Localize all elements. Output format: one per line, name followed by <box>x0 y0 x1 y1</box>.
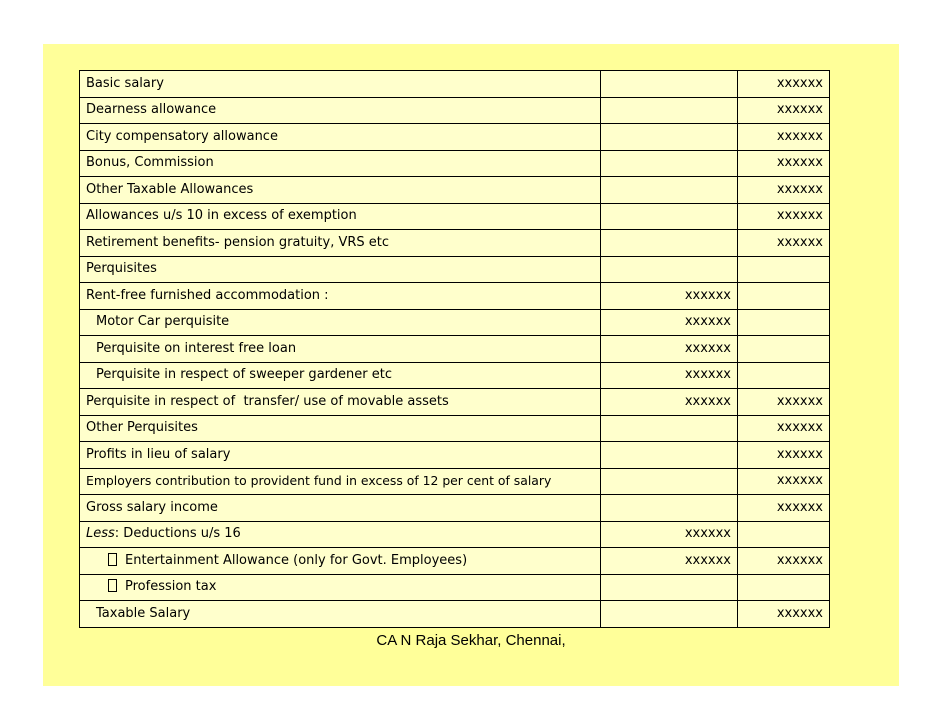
row-label: Gross salary income <box>80 495 601 522</box>
row-right-amount: xxxxxx <box>738 548 830 575</box>
row-right-amount: xxxxxx <box>738 177 830 204</box>
table-row <box>80 97 830 124</box>
row-label: Profits in lieu of salary <box>80 442 601 469</box>
row-label: Employers contribution to provident fund in excess of 12 per cent of salary <box>80 468 601 495</box>
row-right-amount <box>738 362 830 389</box>
row-right-amount: xxxxxx <box>738 442 830 469</box>
row-label: Perquisites <box>80 256 601 283</box>
row-right-amount: xxxxxx <box>738 495 830 522</box>
row-label-text: Motor Car perquisite <box>96 314 230 330</box>
table-row <box>80 574 830 601</box>
row-right-amount: xxxxxx <box>738 601 830 628</box>
row-right-amount: xxxxxx <box>738 124 830 151</box>
row-mid-amount: xxxxxx <box>601 283 738 310</box>
row-label <box>80 601 601 628</box>
table-row <box>80 71 830 98</box>
less-prefix: Less <box>86 526 115 542</box>
row-label-text: Profession tax <box>125 579 217 595</box>
row-mid-amount <box>601 601 738 628</box>
table-row <box>80 230 830 257</box>
row-mid-amount <box>601 442 738 469</box>
row-right-amount: xxxxxx <box>738 415 830 442</box>
row-mid-amount: xxxxxx <box>601 521 738 548</box>
row-label: Other Perquisites <box>80 415 601 442</box>
row-right-amount: xxxxxx <box>738 389 830 416</box>
row-mid-amount <box>601 574 738 601</box>
row-label-text: Perquisite on interest free loan <box>96 340 297 356</box>
row-label: Bonus, Commission <box>80 150 601 177</box>
row-right-amount <box>738 574 830 601</box>
row-right-amount <box>738 309 830 336</box>
row-label <box>80 574 601 601</box>
row-label-text: Entertainment Allowance (only for Govt. Employees) <box>125 552 468 568</box>
row-mid-amount <box>601 415 738 442</box>
row-right-amount: xxxxxx <box>738 71 830 98</box>
row-right-amount: xxxxxx <box>738 97 830 124</box>
row-mid-amount <box>601 150 738 177</box>
row-right-amount <box>738 283 830 310</box>
row-right-amount: xxxxxx <box>738 203 830 230</box>
table-row <box>80 389 830 416</box>
table-row <box>80 548 830 575</box>
row-label <box>80 521 601 548</box>
row-label: Rent-free furnished accommodation : <box>80 283 601 310</box>
row-label: Other Taxable Allowances <box>80 177 601 204</box>
row-mid-amount: xxxxxx <box>601 548 738 575</box>
row-mid-amount <box>601 495 738 522</box>
bullet-icon <box>108 553 117 566</box>
row-mid-amount: xxxxxx <box>601 362 738 389</box>
table-row <box>80 256 830 283</box>
row-mid-amount <box>601 71 738 98</box>
row-label <box>80 548 601 575</box>
table-row <box>80 336 830 363</box>
row-right-amount <box>738 521 830 548</box>
table-row <box>80 442 830 469</box>
table-row <box>80 468 830 495</box>
salary-computation-table <box>79 70 830 628</box>
table-row <box>80 283 830 310</box>
bullet-icon <box>108 579 117 592</box>
table-row <box>80 521 830 548</box>
row-mid-amount <box>601 468 738 495</box>
row-right-amount: xxxxxx <box>738 468 830 495</box>
row-label: Allowances u/s 10 in excess of exemption <box>80 203 601 230</box>
row-right-amount: xxxxxx <box>738 230 830 257</box>
table-row <box>80 495 830 522</box>
row-mid-amount <box>601 97 738 124</box>
table-row <box>80 601 830 628</box>
row-right-amount <box>738 256 830 283</box>
table-row <box>80 177 830 204</box>
row-mid-amount <box>601 230 738 257</box>
row-mid-amount: xxxxxx <box>601 389 738 416</box>
row-label-text: Perquisite in respect of sweeper gardener etc <box>96 367 392 383</box>
row-label <box>80 362 601 389</box>
table-row <box>80 415 830 442</box>
row-label-text: : Deductions u/s 16 <box>114 526 241 542</box>
row-mid-amount: xxxxxx <box>601 309 738 336</box>
row-label-text: Taxable Salary <box>96 605 191 621</box>
table-row <box>80 309 830 336</box>
row-label: Dearness allowance <box>80 97 601 124</box>
table-row <box>80 124 830 151</box>
table-row <box>80 362 830 389</box>
row-mid-amount: xxxxxx <box>601 336 738 363</box>
row-right-amount: xxxxxx <box>738 150 830 177</box>
row-label: Basic salary <box>80 71 601 98</box>
row-mid-amount <box>601 203 738 230</box>
row-mid-amount <box>601 256 738 283</box>
row-label <box>80 309 601 336</box>
row-mid-amount <box>601 177 738 204</box>
row-label: Perquisite in respect of transfer/ use of movable assets <box>80 389 601 416</box>
footer-author: CA N Raja Sekhar, Chennai, <box>376 632 566 649</box>
row-label: Retirement benefits- pension gratuity, VRS etc <box>80 230 601 257</box>
row-mid-amount <box>601 124 738 151</box>
row-label: City compensatory allowance <box>80 124 601 151</box>
row-right-amount <box>738 336 830 363</box>
table-row <box>80 150 830 177</box>
table-row <box>80 203 830 230</box>
row-label <box>80 336 601 363</box>
